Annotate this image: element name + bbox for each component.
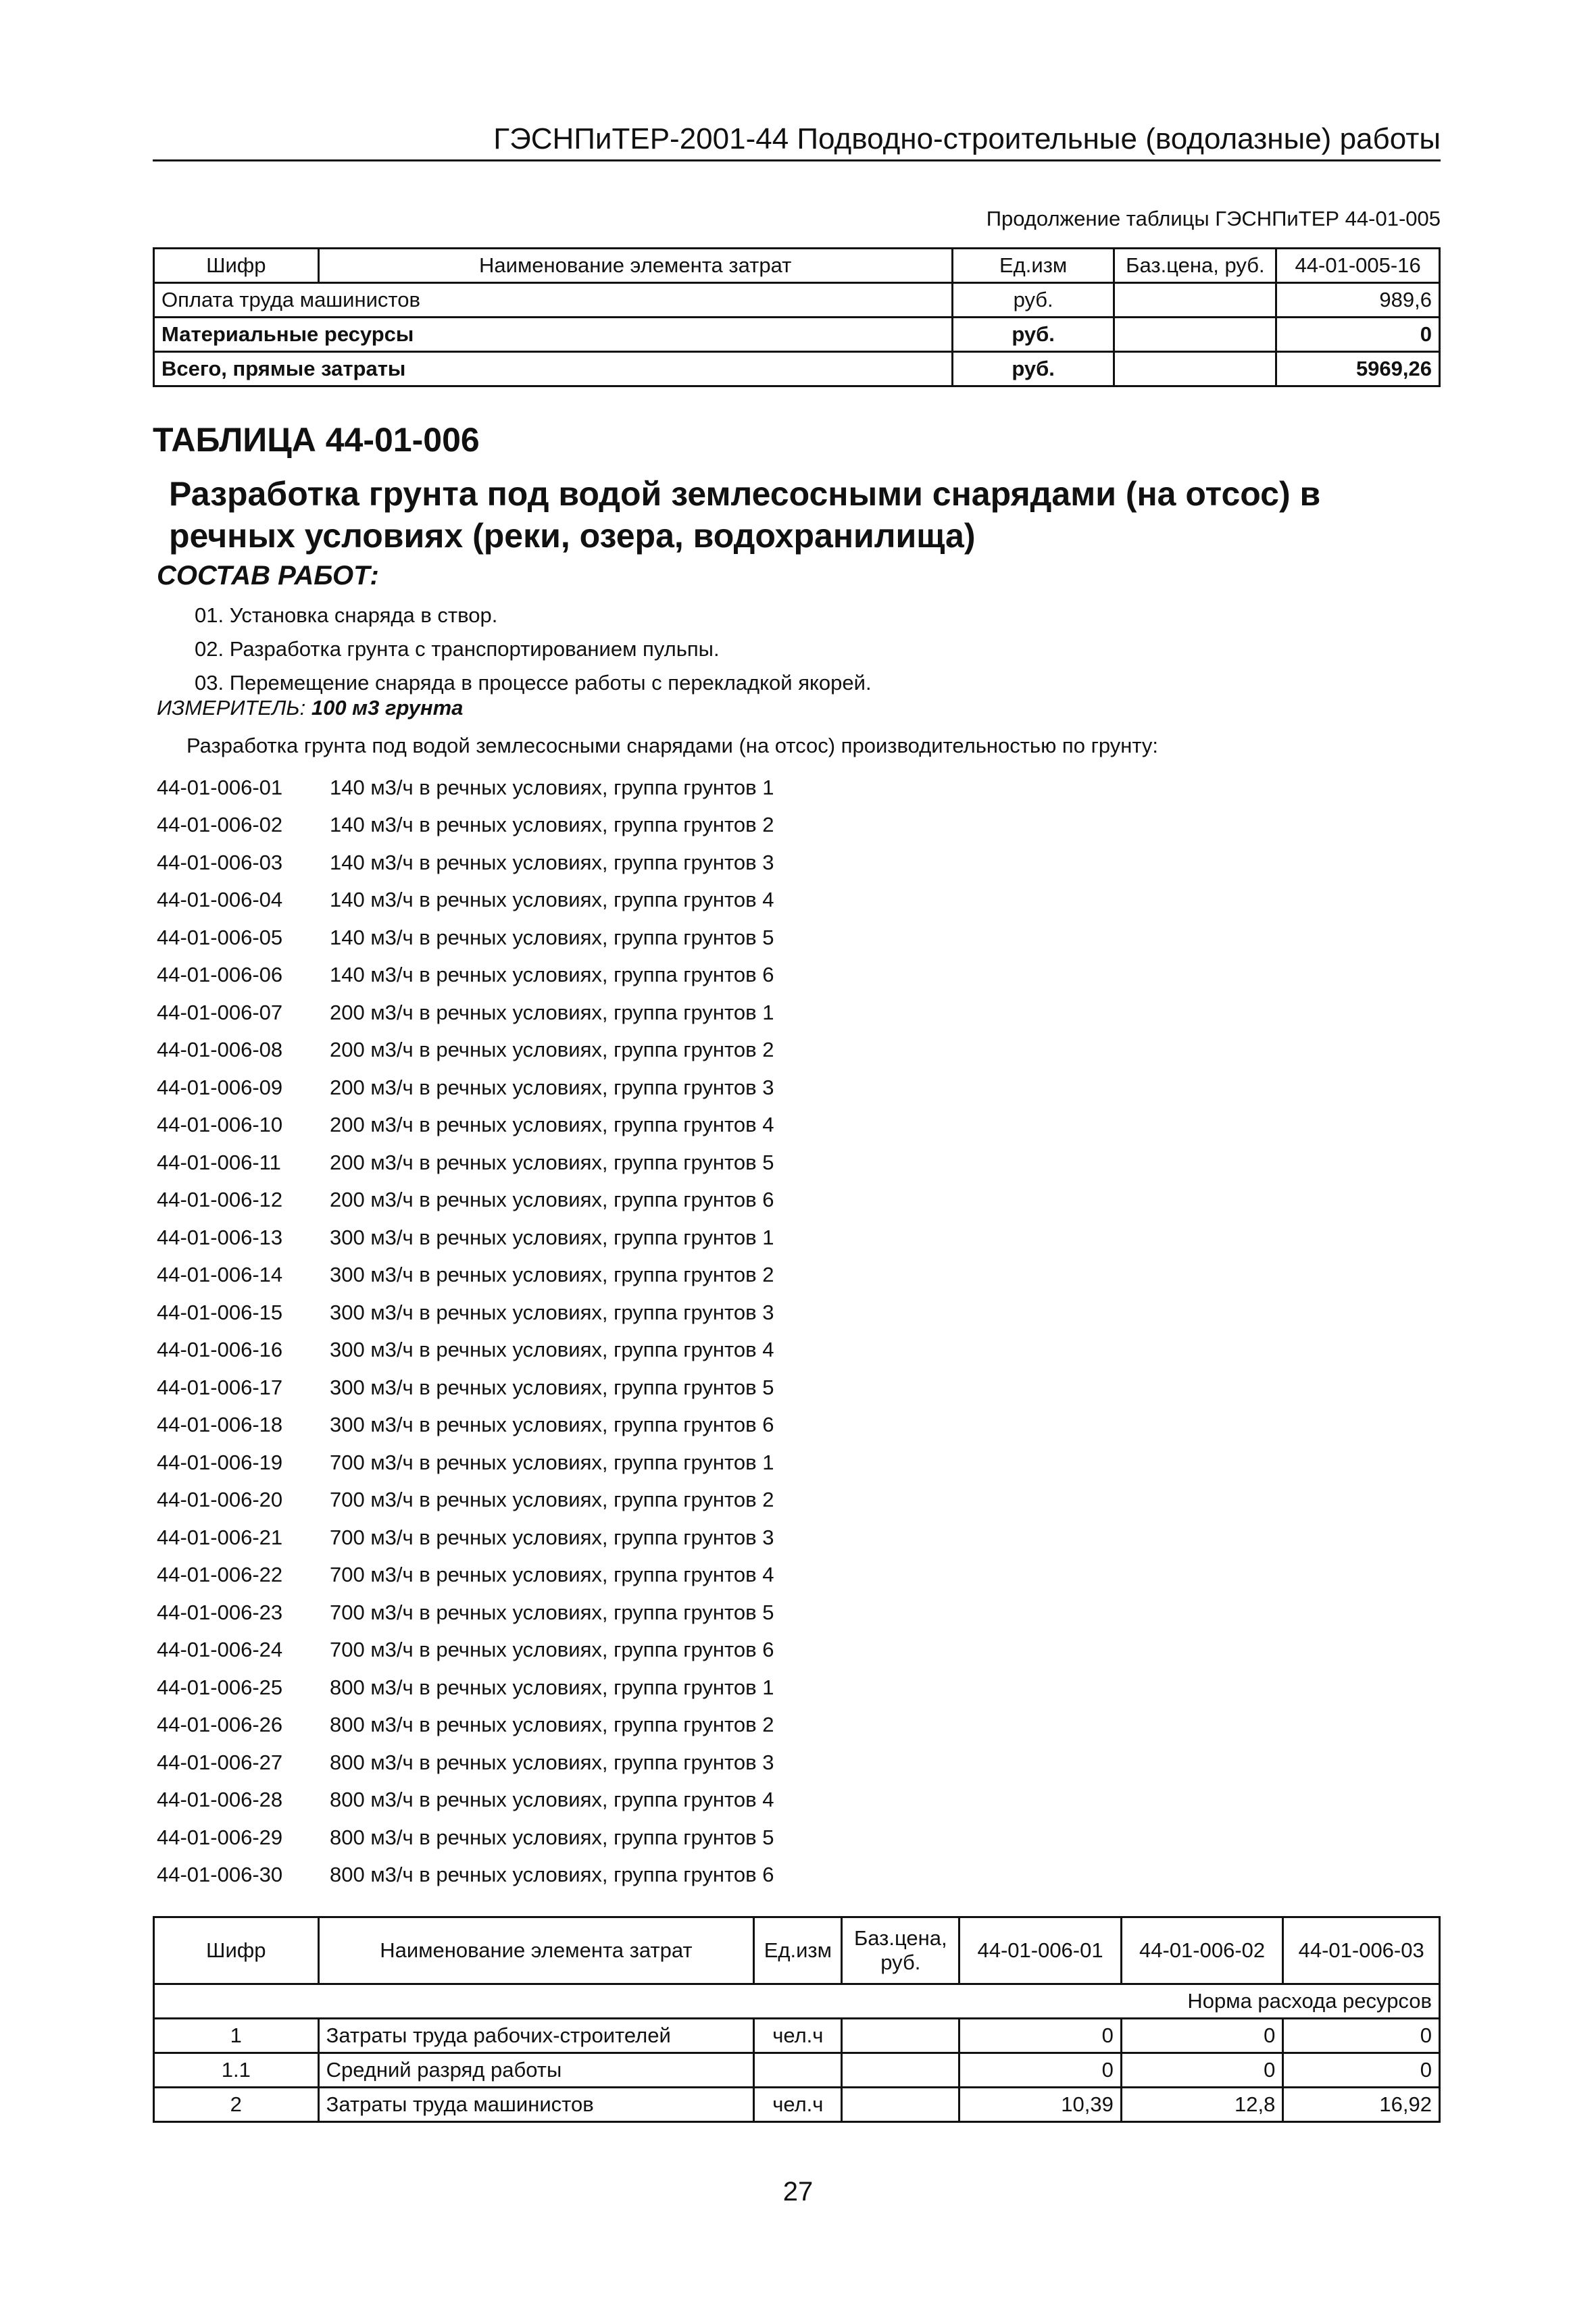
table-title: Разработка грунта под водой землесосными снарядами (на отсос) в речных условиях (реки, озера, водохранилища) (169, 475, 1321, 555)
list-item (157, 1819, 1170, 1857)
list-item (157, 957, 1170, 995)
item-code: 44-01-006-08 (157, 1038, 283, 1062)
row-name: Затраты труда рабочих-строителей (318, 2019, 754, 2053)
item-code: 44-01-006-01 (157, 775, 283, 799)
item-description: 800 м3/ч в речных условиях, группа грунтов 5 (330, 1825, 774, 1849)
subheader-cell: Норма расхода ресурсов (154, 1984, 1440, 2019)
item-description: 700 м3/ч в речных условиях, группа грунтов 2 (330, 1488, 774, 1512)
row-price (1114, 318, 1276, 352)
row-value: 10,39 (959, 2088, 1122, 2122)
item-description: 140 м3/ч в речных условиях, группа грунтов 2 (330, 813, 774, 837)
item-code: 44-01-006-29 (157, 1825, 283, 1849)
item-code: 44-01-006-04 (157, 888, 283, 912)
list-item (157, 1557, 1170, 1594)
row-value: 0 (1283, 2019, 1440, 2053)
list-item (157, 769, 1170, 807)
item-description: 800 м3/ч в речных условиях, группа грунтов 2 (330, 1713, 774, 1737)
row-price (1114, 352, 1276, 386)
item-code: 44-01-006-02 (157, 813, 283, 837)
item-description: 300 м3/ч в речных условиях, группа грунтов 6 (330, 1413, 774, 1437)
item-code: 44-01-006-25 (157, 1675, 283, 1699)
list-item (157, 844, 1170, 882)
row-unit: руб. (952, 283, 1114, 318)
item-description: 300 м3/ч в речных условиях, группа грунтов 2 (330, 1263, 774, 1287)
row-name: Затраты труда машинистов (318, 2088, 754, 2122)
item-code: 44-01-006-12 (157, 1188, 283, 1212)
header-cell: 44-01-006-02 (1121, 1917, 1283, 1984)
item-description: 200 м3/ч в речных условиях, группа грунтов 5 (330, 1150, 774, 1174)
list-item (157, 1182, 1170, 1219)
item-description: 300 м3/ч в речных условиях, группа грунтов 5 (330, 1375, 774, 1399)
list-item (157, 807, 1170, 845)
header-cell: Ед.изм (952, 249, 1114, 283)
work-steps-list (195, 599, 872, 700)
row-unit: чел.ч (754, 2019, 842, 2053)
item-code: 44-01-006-20 (157, 1488, 283, 1512)
list-item (157, 1444, 1170, 1482)
item-description: 800 м3/ч в речных условиях, группа грунтов 6 (330, 1863, 774, 1887)
header-cell: Баз.цена, руб. (842, 1917, 959, 1984)
row-value: 16,92 (1283, 2088, 1440, 2122)
composition-heading: СОСТАВ РАБОТ: (157, 561, 379, 590)
code-list (157, 769, 1170, 1894)
item-code: 44-01-006-22 (157, 1563, 283, 1587)
list-item (157, 1707, 1170, 1744)
row-unit: руб. (952, 318, 1114, 352)
header-cell: Наименование элемента затрат (318, 249, 952, 283)
list-item (157, 1369, 1170, 1407)
item-code: 44-01-006-10 (157, 1113, 283, 1137)
item-description: 300 м3/ч в речных условиях, группа грунтов 1 (330, 1225, 774, 1249)
list-item (157, 1069, 1170, 1107)
row-value: 5969,26 (1276, 352, 1440, 386)
row-price (842, 2088, 959, 2122)
page-number: 27 (782, 2177, 814, 2207)
item-code: 44-01-006-14 (157, 1263, 283, 1287)
item-code: 44-01-006-30 (157, 1863, 283, 1887)
table-header-row (154, 249, 1440, 283)
item-description: 200 м3/ч в речных условиях, группа грунтов 6 (330, 1188, 774, 1212)
list-item (157, 1332, 1170, 1369)
resources-table (153, 1916, 1441, 2123)
list-item (157, 1144, 1170, 1182)
item-code: 44-01-006-13 (157, 1225, 283, 1249)
row-value: 0 (1121, 2019, 1283, 2053)
row-name: Всего, прямые затраты (154, 352, 953, 386)
list-item (157, 919, 1170, 957)
list-item (157, 1407, 1170, 1444)
item-code: 44-01-006-06 (157, 963, 283, 987)
header-cell: 44-01-006-01 (959, 1917, 1122, 1984)
list-item (157, 994, 1170, 1032)
item-description: 200 м3/ч в речных условиях, группа грунтов 2 (330, 1038, 774, 1062)
continuation-table (153, 247, 1441, 387)
row-value: 0 (1283, 2053, 1440, 2088)
row-value: 0 (1276, 318, 1440, 352)
table-continuation-caption: Продолжение таблицы ГЭСНПиТЕР 44-01-005 (986, 207, 1441, 230)
measurement-unit (157, 696, 463, 720)
list-item (157, 1032, 1170, 1070)
item-description: 300 м3/ч в речных условиях, группа грунтов 3 (330, 1300, 774, 1324)
table-row (154, 283, 1440, 318)
row-code: 2 (154, 2088, 319, 2122)
list-item (157, 882, 1170, 920)
table-header-row (154, 1917, 1440, 1984)
item-code: 44-01-006-11 (157, 1150, 281, 1174)
unit-label: ИЗМЕРИТЕЛЬ: (157, 696, 306, 720)
item-code: 44-01-006-21 (157, 1525, 283, 1549)
table-row (154, 318, 1440, 352)
row-unit (754, 2053, 842, 2088)
header-cell: Шифр (154, 1917, 319, 1984)
list-item (157, 1107, 1170, 1145)
item-code: 44-01-006-24 (157, 1638, 283, 1662)
table-row (154, 2019, 1440, 2053)
row-name: Средний разряд работы (318, 2053, 754, 2088)
row-value: 0 (1121, 2053, 1283, 2088)
table-number-heading: ТАБЛИЦА 44-01-006 (153, 421, 480, 459)
header-cell: Ед.изм (754, 1917, 842, 1984)
header-cell: Баз.цена, руб. (1114, 249, 1276, 283)
item-description: 300 м3/ч в речных условиях, группа грунтов 4 (330, 1338, 774, 1362)
unit-value: 100 м3 грунта (311, 696, 464, 720)
row-name: Оплата труда машинистов (154, 283, 953, 318)
row-code: 1 (154, 2019, 319, 2053)
list-item: 01. Установка снаряда в створ. (195, 603, 498, 627)
item-code: 44-01-006-05 (157, 925, 283, 949)
list-item: 02. Разработка грунта с транспортированием пульпы. (195, 637, 720, 661)
header-cell: 44-01-005-16 (1276, 249, 1440, 283)
header-cell: Шифр (154, 249, 319, 283)
table-row (154, 2088, 1440, 2122)
list-item (157, 1294, 1170, 1332)
item-description: 800 м3/ч в речных условиях, группа грунтов 4 (330, 1788, 774, 1812)
item-description: 700 м3/ч в речных условиях, группа грунтов 6 (330, 1638, 774, 1662)
row-name: Материальные ресурсы (154, 318, 953, 352)
item-code: 44-01-006-23 (157, 1600, 283, 1624)
list-item (157, 1519, 1170, 1557)
item-description: 200 м3/ч в речных условиях, группа грунтов 4 (330, 1113, 774, 1137)
table-row (154, 2053, 1440, 2088)
item-description: 700 м3/ч в речных условиях, группа грунтов 1 (330, 1450, 774, 1474)
list-item (157, 1257, 1170, 1294)
header-cell: 44-01-006-03 (1283, 1917, 1440, 1984)
row-unit: руб. (952, 352, 1114, 386)
item-description: 200 м3/ч в речных условиях, группа грунтов 1 (330, 1000, 774, 1024)
row-code: 1.1 (154, 2053, 319, 2088)
item-description: 700 м3/ч в речных условиях, группа грунтов 5 (330, 1600, 774, 1624)
item-description: 800 м3/ч в речных условиях, группа грунтов 3 (330, 1750, 774, 1774)
table-row (154, 352, 1440, 386)
list-item (157, 1782, 1170, 1819)
row-value: 0 (959, 2019, 1122, 2053)
header-cell: Наименование элемента затрат (318, 1917, 754, 1984)
row-value: 0 (959, 2053, 1122, 2088)
table-subheader-row (154, 1984, 1440, 2019)
list-item (157, 1594, 1170, 1632)
row-price (842, 2053, 959, 2088)
list-item (157, 1857, 1170, 1894)
item-code: 44-01-006-09 (157, 1075, 283, 1099)
item-description: 140 м3/ч в речных условиях, группа грунтов 3 (330, 850, 774, 874)
list-item (157, 1744, 1170, 1782)
row-value: 12,8 (1121, 2088, 1283, 2122)
item-description: 140 м3/ч в речных условиях, группа грунтов 6 (330, 963, 774, 987)
item-code: 44-01-006-17 (157, 1375, 283, 1399)
running-header: ГЭСНПиТЕР-2001-44 Подводно-строительные (водолазные) работы (153, 119, 1441, 161)
item-code: 44-01-006-18 (157, 1413, 283, 1437)
item-code: 44-01-006-19 (157, 1450, 283, 1474)
row-unit: чел.ч (754, 2088, 842, 2122)
item-description: 140 м3/ч в речных условиях, группа грунтов 5 (330, 925, 774, 949)
item-code: 44-01-006-28 (157, 1788, 283, 1812)
item-code: 44-01-006-15 (157, 1300, 283, 1324)
row-price (1114, 283, 1276, 318)
item-description: 140 м3/ч в речных условиях, группа грунтов 4 (330, 888, 774, 912)
list-item (157, 1482, 1170, 1519)
list-item (157, 1669, 1170, 1707)
list-item (157, 1632, 1170, 1669)
item-description: 200 м3/ч в речных условиях, группа грунтов 3 (330, 1075, 774, 1099)
item-code: 44-01-006-27 (157, 1750, 283, 1774)
codes-intro: Разработка грунта под водой землесосными снарядами (на отсос) производительностью по грунту: (186, 734, 1159, 757)
item-description: 700 м3/ч в речных условиях, группа грунтов 4 (330, 1563, 774, 1587)
list-item: 03. Перемещение снаряда в процессе работы с перекладкой якорей. (195, 671, 872, 695)
list-item (157, 1219, 1170, 1257)
item-code: 44-01-006-16 (157, 1338, 283, 1362)
row-value: 989,6 (1276, 283, 1440, 318)
item-code: 44-01-006-07 (157, 1000, 283, 1024)
item-code: 44-01-006-03 (157, 850, 283, 874)
item-description: 700 м3/ч в речных условиях, группа грунтов 3 (330, 1525, 774, 1549)
item-description: 800 м3/ч в речных условиях, группа грунтов 1 (330, 1675, 774, 1699)
item-description: 140 м3/ч в речных условиях, группа грунтов 1 (330, 775, 774, 799)
item-code: 44-01-006-26 (157, 1713, 283, 1737)
row-price (842, 2019, 959, 2053)
